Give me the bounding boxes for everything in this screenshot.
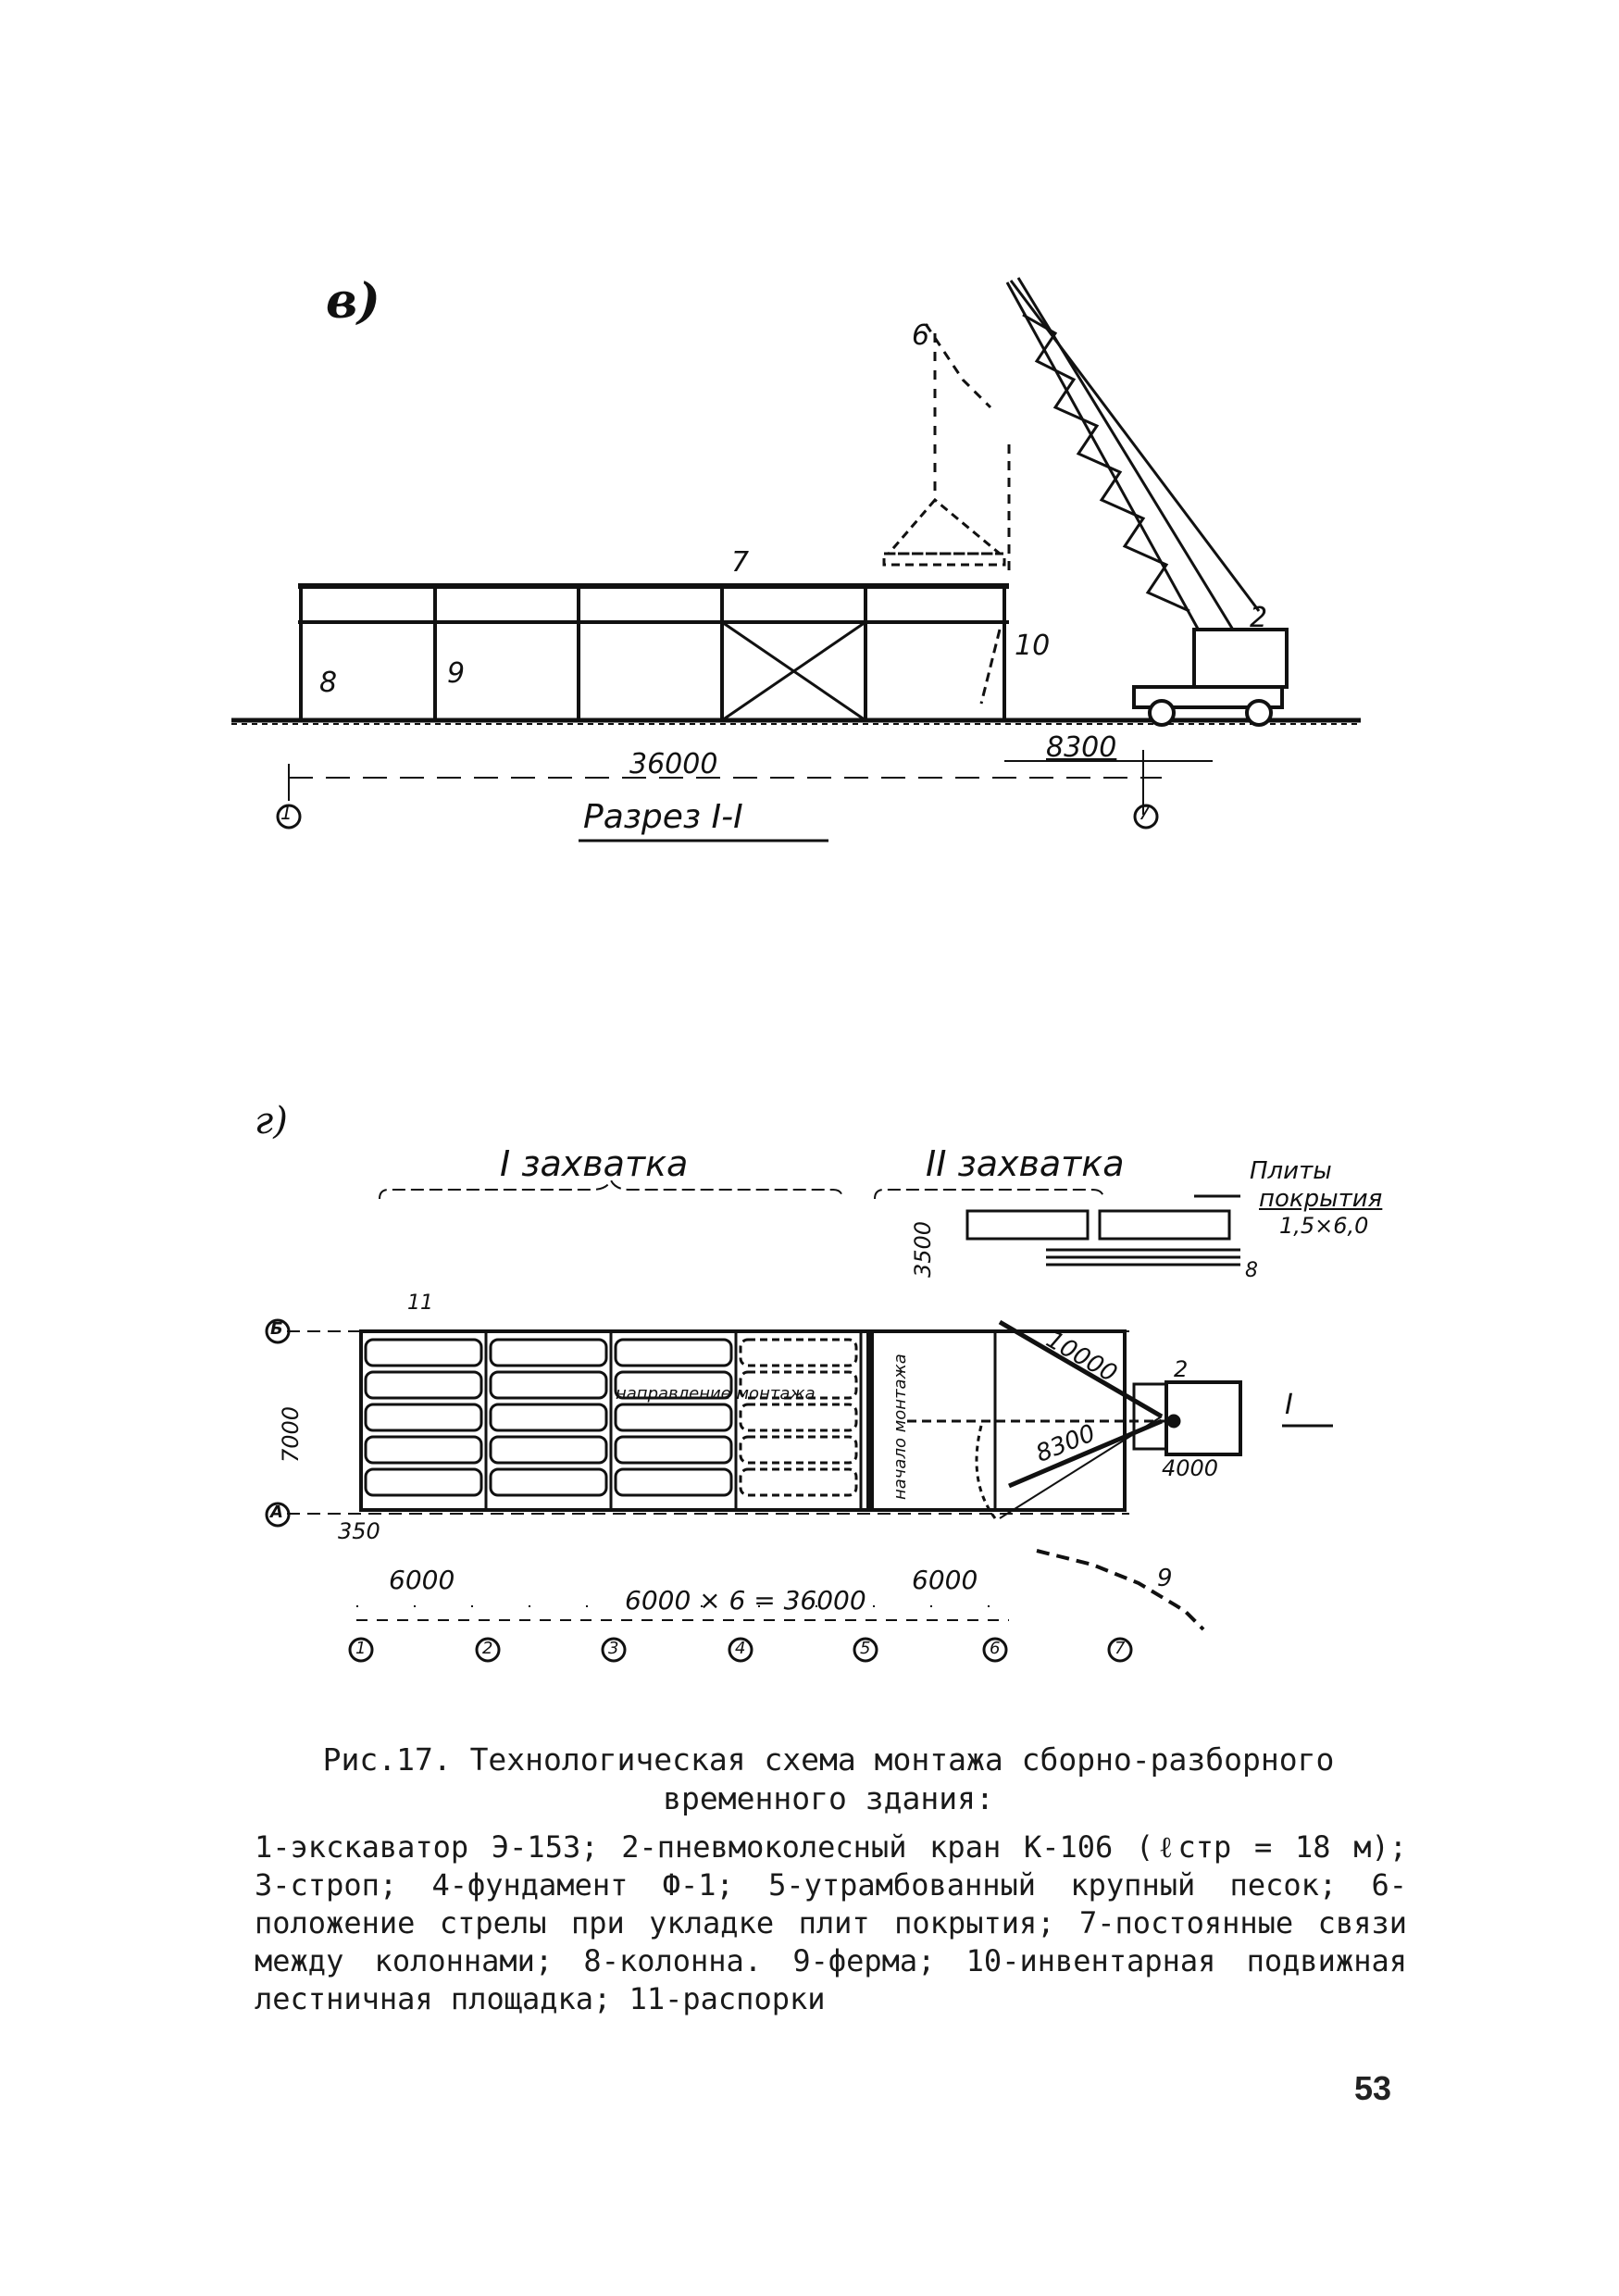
figure-caption-title: Рис.17. Технологическая схема монтажа сборно-разборного временного здания: bbox=[322, 1741, 1335, 1816]
callout-7: 7 bbox=[731, 546, 750, 579]
dim-6000-right: 6000 bbox=[912, 1565, 978, 1595]
figure-caption-body: 1-экскаватор Э-153; 2-пневмоколесный кран К-106 (ℓстр = 18 м); 3-строп; 4-фундамент Ф-1; 5-утрамбованный крупный песок; 6-положение стрелы при укладке плит покрытия; 7-постоянные связи между колоннами; 8-колонна. 9-ферма; 10-инвентарная подвижная лестничная площадка; 11-распорки bbox=[255, 1829, 1407, 2016]
start-text: начало монтажа bbox=[890, 1354, 910, 1500]
plan-axis-5: 5 bbox=[860, 1639, 871, 1658]
dim-total: 6000 × 6 = 36000 bbox=[625, 1585, 866, 1616]
callout-9: 9 bbox=[447, 657, 466, 690]
section-mark: I bbox=[1285, 1389, 1293, 1421]
callout-8-plan: 8 bbox=[1245, 1259, 1258, 1282]
direction-text: направление монтажа bbox=[616, 1384, 816, 1404]
dim-6000-left: 6000 bbox=[389, 1565, 455, 1595]
plates-label-1: Плиты bbox=[1250, 1157, 1332, 1185]
axis-label-right: 7 bbox=[1139, 802, 1151, 824]
callout-6: 6 bbox=[912, 319, 930, 352]
callout-8: 8 bbox=[319, 667, 338, 699]
panel-label-g: г) bbox=[255, 1100, 288, 1142]
axis-label-b: Б bbox=[270, 1319, 283, 1339]
plan-axis-6: 6 bbox=[990, 1639, 1001, 1658]
plan-axis-1: 1 bbox=[355, 1639, 367, 1658]
dim-8300-plan: 8300 bbox=[1032, 1419, 1100, 1468]
plan-axis-7: 7 bbox=[1115, 1639, 1126, 1658]
zone-2-label: II захватка bbox=[926, 1143, 1125, 1184]
plates-size: 1,5×6,0 bbox=[1279, 1213, 1369, 1239]
dim-350: 350 bbox=[338, 1518, 380, 1544]
zone2-bracket bbox=[875, 1190, 1103, 1199]
zone-1-label: I захватка bbox=[500, 1143, 689, 1184]
dim-span: 36000 bbox=[629, 748, 718, 780]
page-number: 53 bbox=[1354, 2069, 1392, 2107]
plan-axis-2: 2 bbox=[482, 1639, 493, 1658]
plan-axis-4: 4 bbox=[735, 1639, 746, 1658]
axis-label-left: 1 bbox=[280, 802, 293, 824]
truss-9 bbox=[1037, 1551, 1203, 1629]
plate-stack bbox=[967, 1196, 1240, 1265]
callout-2-plan: 2 bbox=[1174, 1356, 1189, 1382]
panel-label-v: в) bbox=[326, 273, 380, 330]
dim-3500: 3500 bbox=[910, 1220, 936, 1278]
axis-label-a: А bbox=[270, 1503, 283, 1522]
plates-label-2: покрытия bbox=[1259, 1185, 1383, 1213]
dim-4000: 4000 bbox=[1162, 1455, 1219, 1481]
dim-7000: 7000 bbox=[278, 1405, 304, 1463]
dim-crane: 8300 bbox=[1046, 731, 1117, 764]
callout-2: 2 bbox=[1250, 602, 1268, 634]
callout-9-plan: 9 bbox=[1157, 1565, 1173, 1592]
callout-10: 10 bbox=[1015, 630, 1051, 662]
section-title: Разрез I-I bbox=[583, 798, 743, 836]
plan-axis-3: 3 bbox=[608, 1639, 619, 1658]
dim-10000: 10000 bbox=[1041, 1326, 1122, 1389]
callout-11: 11 bbox=[407, 1292, 433, 1315]
